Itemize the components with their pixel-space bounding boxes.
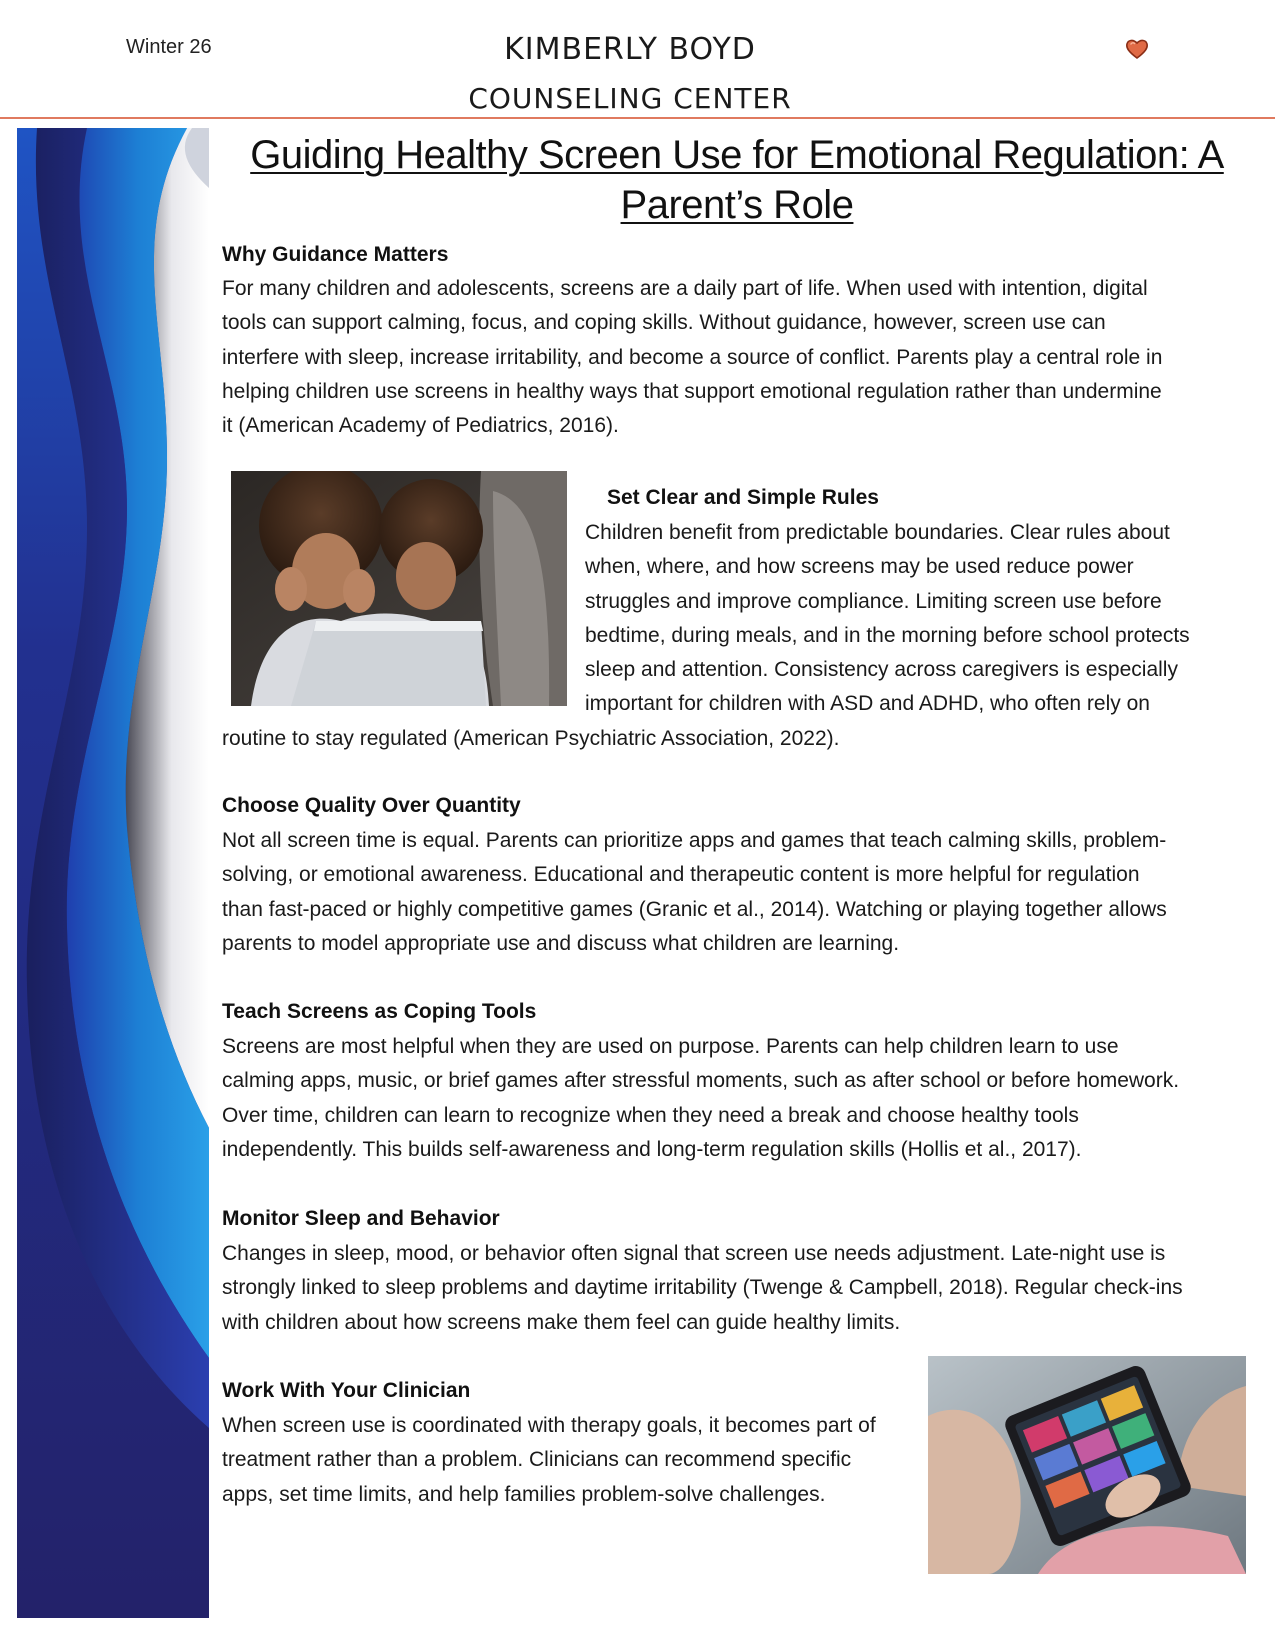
- issue-label: Winter 26: [126, 36, 212, 58]
- body-line: tools can support calming, focus, and coping skills. Without guidance, however, screen use can: [222, 311, 1106, 335]
- article-title: [222, 130, 1252, 230]
- body-line: treatment rather than a problem. Clinicians can recommend specific: [222, 1448, 852, 1472]
- body-line: When screen use is coordinated with therapy goals, it becomes part of: [222, 1414, 876, 1437]
- body-line: interfere with sleep, increase irritability, and become a source of conflict. Parents play a central role in: [222, 345, 1163, 369]
- header-divider: [0, 117, 1275, 119]
- body-line: parents to model appropriate use and discuss what children are learning.: [222, 931, 900, 955]
- body-line: important for children with ASD and ADHD, who often rely on: [585, 692, 1150, 716]
- body-line: Children benefit from predictable boundaries. Clear rules about: [585, 521, 1170, 544]
- body-line: calming apps, music, or brief games after stressful moments, such as after school or before homework.: [222, 1069, 1180, 1093]
- article-title-line1: Guiding Healthy Screen Use for Emotional Regulation: A: [250, 133, 1224, 177]
- body-line: than fast-paced or highly competitive games (Granic et al., 2014). Watching or playing together allows: [222, 897, 1167, 921]
- body-line: Over time, children can learn to recognize when they need a break and choose healthy tools: [222, 1103, 1079, 1127]
- body-line: routine to stay regulated (American Psychiatric Association, 2022).: [222, 727, 840, 750]
- body-line: Screens are most helpful when they are used on purpose. Parents can help children learn to use: [222, 1035, 1119, 1058]
- body-line: solving, or emotional awareness. Educational and therapeutic content is more helpful for regulation: [222, 863, 1140, 887]
- section-body-clear-rules-tail: [222, 722, 839, 756]
- section-heading-clear-rules: Set Clear and Simple Rules: [607, 486, 879, 509]
- section-body-coping-tools: [222, 1030, 1179, 1167]
- section-heading-quality: Choose Quality Over Quantity: [222, 794, 521, 817]
- body-line: bedtime, during meals, and in the morning before school protects: [585, 623, 1190, 647]
- sidebar-wave-art: [17, 128, 209, 1618]
- section-body-sleep: [222, 1237, 1183, 1340]
- section-body-clear-rules: [585, 516, 1190, 722]
- section-body-why-guidance: [222, 272, 1162, 443]
- body-line: sleep and attention. Consistency across caregivers is especially: [585, 658, 1178, 682]
- photo-children-laptop: [231, 471, 567, 706]
- body-line: Changes in sleep, mood, or behavior often signal that screen use needs adjustment. Late-night use is: [222, 1242, 1166, 1265]
- body-line: Not all screen time is equal. Parents can prioritize apps and games that teach calming skills, problem-: [222, 829, 1167, 852]
- heart-icon: [1125, 38, 1149, 60]
- body-line: it (American Academy of Pediatrics, 2016).: [222, 414, 619, 438]
- body-line: with children about how screens make them feel can guide healthy limits.: [222, 1310, 901, 1334]
- center-name-line1: KIMBERLY BOYD: [504, 32, 756, 67]
- section-body-clinician: [222, 1409, 876, 1512]
- body-line: apps, set time limits, and help families problem-solve challenges.: [222, 1482, 826, 1506]
- section-heading-sleep: Monitor Sleep and Behavior: [222, 1207, 500, 1230]
- center-name-line2: COUNSELING CENTER: [468, 82, 792, 115]
- body-line: independently. This builds self-awareness and long-term regulation skills (Hollis et al., 2017).: [222, 1137, 1082, 1161]
- body-line: when, where, and how screens may be used reduce power: [585, 555, 1134, 579]
- section-heading-why-guidance: Why Guidance Matters: [222, 243, 449, 266]
- body-line: For many children and adolescents, screens are a daily part of life. When used with intention, digital: [222, 277, 1148, 300]
- section-heading-clinician: Work With Your Clinician: [222, 1379, 471, 1402]
- body-line: struggles and improve compliance. Limiting screen use before: [585, 589, 1162, 613]
- article-title-line2: Parent’s Role: [620, 183, 854, 227]
- photo-tablet: [928, 1356, 1246, 1574]
- section-heading-coping-tools: Teach Screens as Coping Tools: [222, 1000, 537, 1023]
- body-line: helping children use screens in healthy ways that support emotional regulation rather than undermine: [222, 379, 1162, 403]
- body-line: strongly linked to sleep problems and daytime irritability (Twenge & Campbell, 2018). Regular check-ins: [222, 1276, 1183, 1300]
- section-body-quality: [222, 824, 1167, 961]
